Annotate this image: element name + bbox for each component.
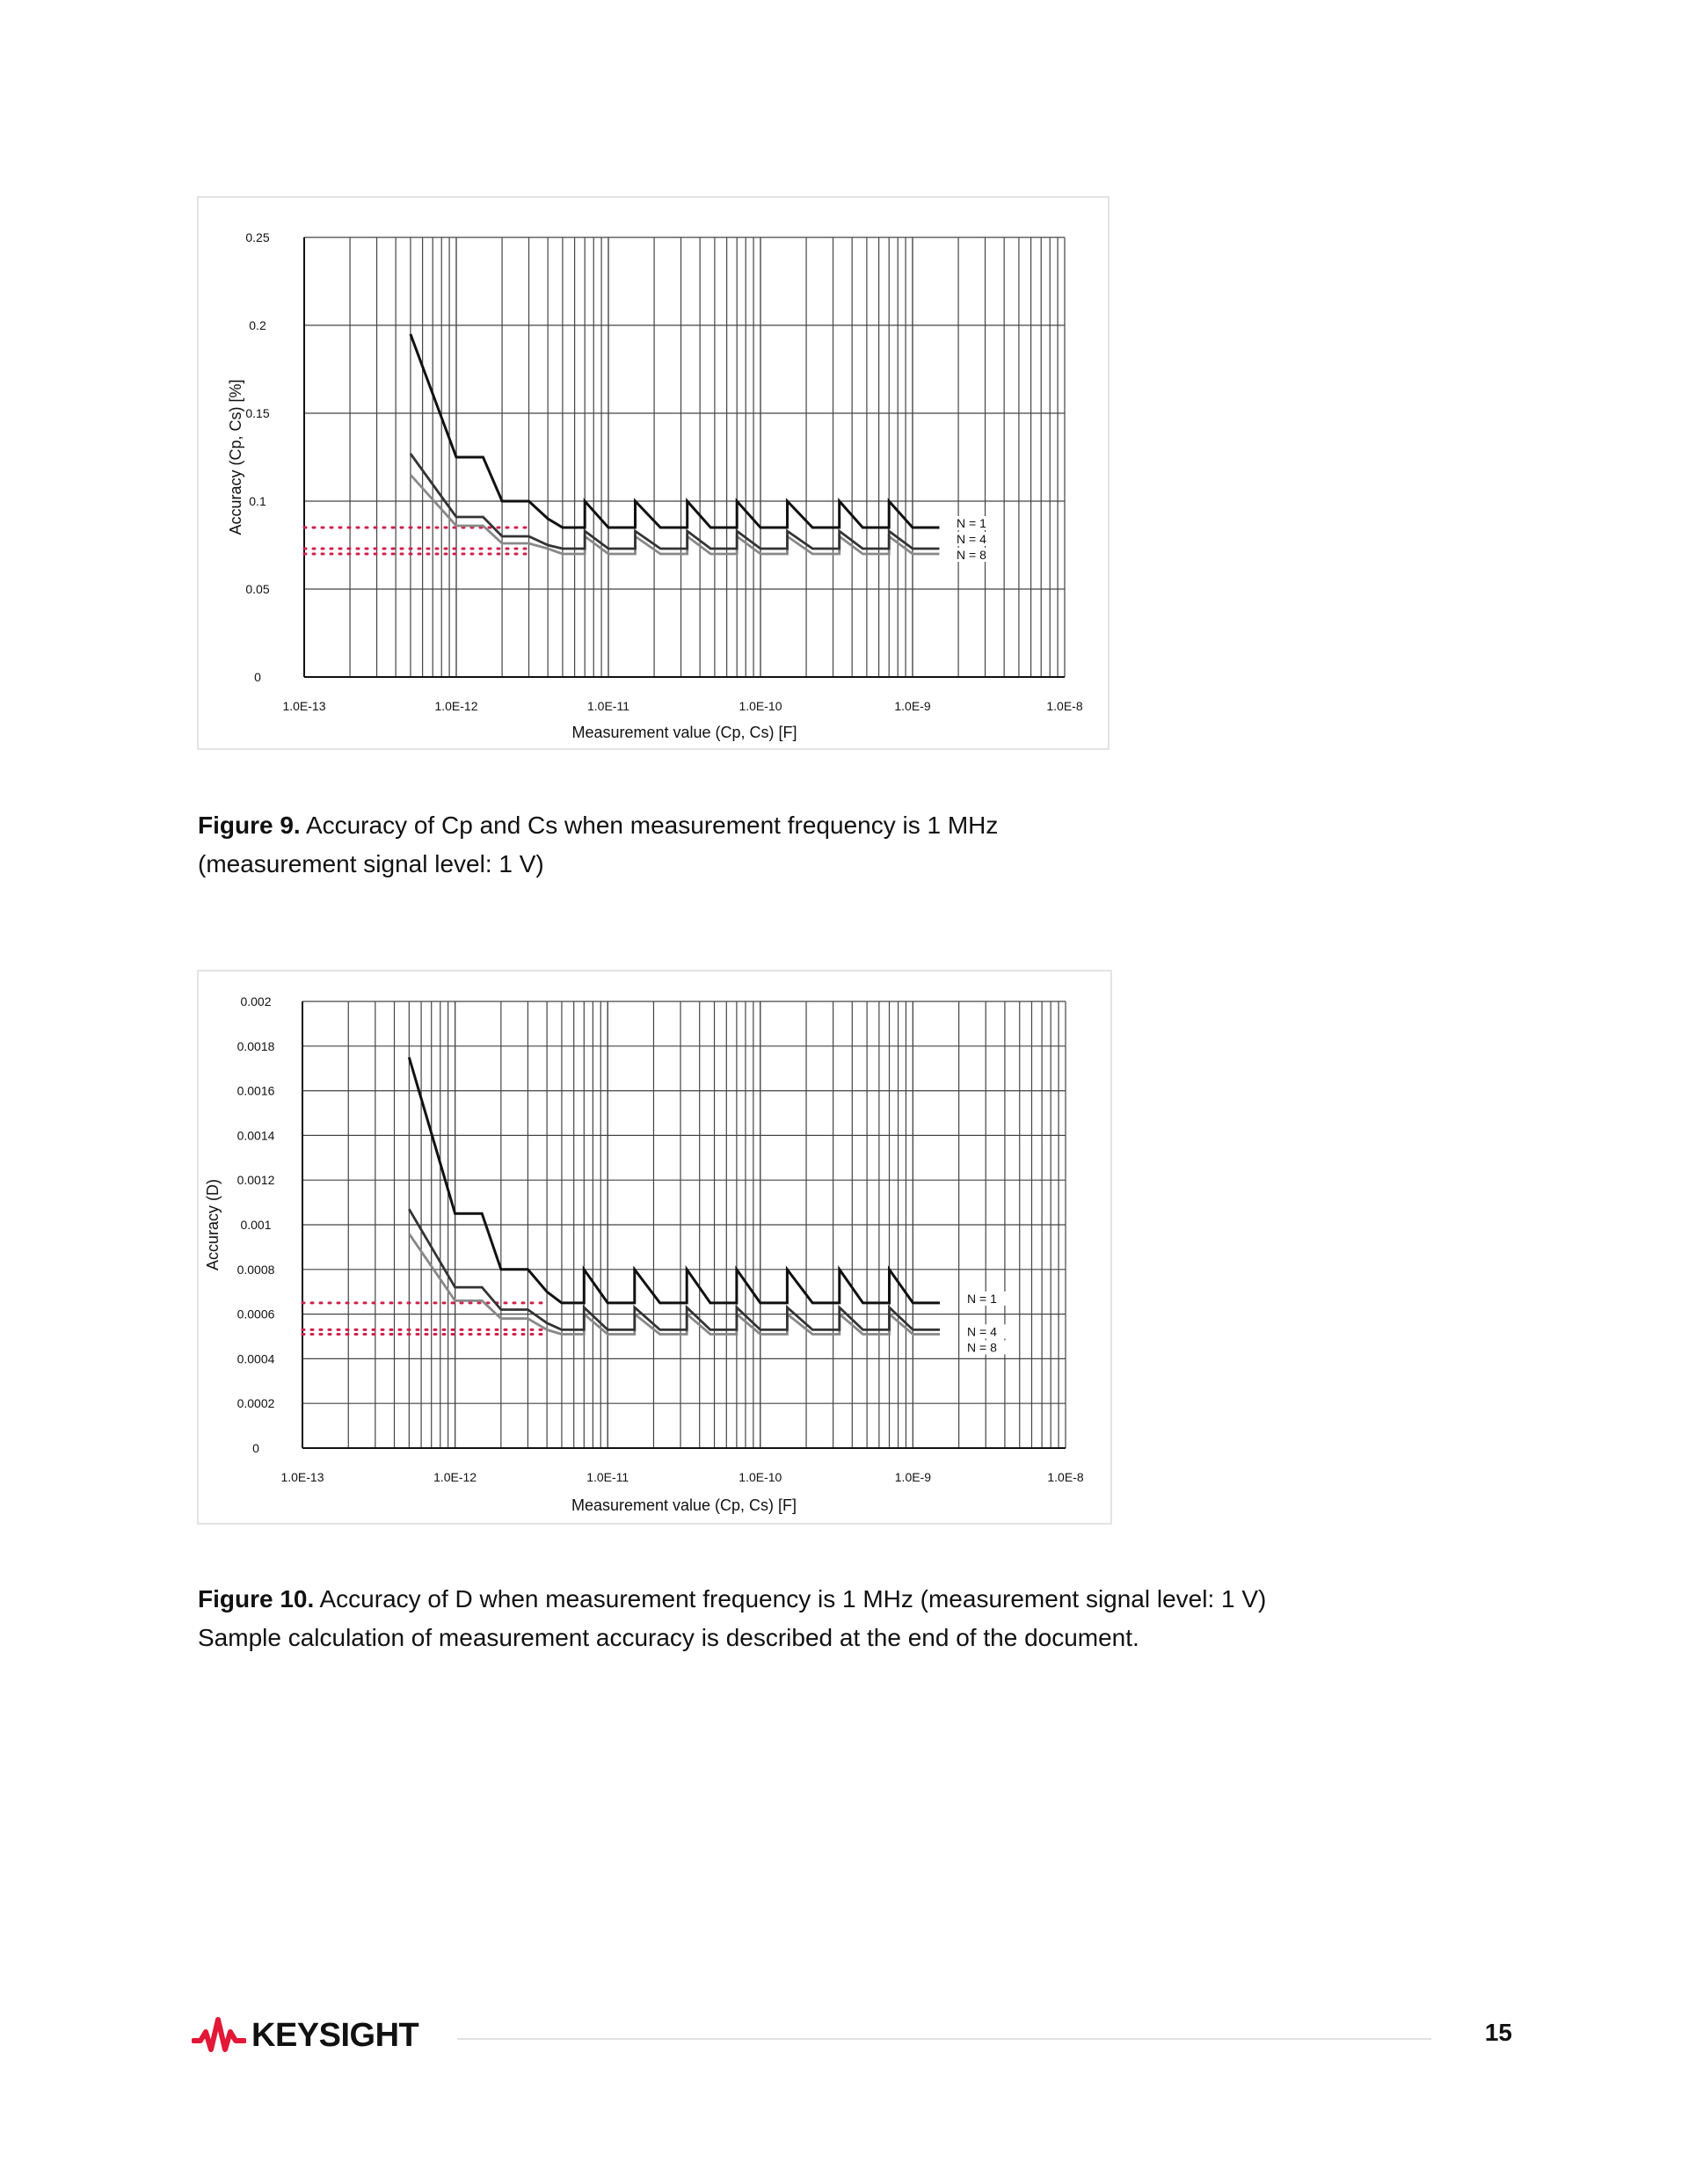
legend-label: N = 1	[967, 1291, 997, 1306]
y-tick-label: 0.0018	[236, 1038, 275, 1053]
chart-svg-figure-10	[199, 972, 1114, 1526]
figure-9-caption-text: Accuracy of Cp and Cs when measurement frequency is 1 MHz	[300, 812, 999, 839]
chart-figure-9	[197, 196, 1110, 750]
figure-10-caption-text-line2: Sample calculation of measurement accuracy is described at the end of the document.	[198, 1624, 1139, 1651]
y-tick-label: 0.2	[249, 318, 266, 332]
y-tick-label: 0.0008	[236, 1262, 275, 1277]
y-tick-label: 0.0004	[236, 1351, 275, 1366]
chart-svg-figure-9	[199, 198, 1111, 752]
series-line-n8	[411, 475, 940, 554]
footer-divider	[457, 2038, 1431, 2040]
chart-figure-10	[197, 970, 1112, 1525]
y-tick-label: 0.15	[245, 406, 270, 420]
figure-10-caption-text: Accuracy of D when measurement frequency is 1 MHz (measurement signal level: 1 V)	[314, 1585, 1267, 1613]
brand-name: KEYSIGHT	[251, 2016, 419, 2054]
y-tick-label: 0	[252, 1441, 259, 1455]
y-tick-label: 0.0012	[236, 1173, 275, 1188]
series-line-n1	[411, 334, 940, 528]
figure-9-caption-text-line2: (measurement signal level: 1 V)	[198, 850, 544, 877]
y-tick-label: 0.0016	[236, 1083, 275, 1098]
y-tick-label: 0.0006	[236, 1307, 275, 1321]
y-tick-label: 0.05	[245, 582, 270, 596]
figure-9-caption	[198, 806, 1517, 884]
y-tick-label: 0.0002	[236, 1396, 275, 1411]
keysight-logo	[192, 2014, 418, 2057]
y-tick-label: 0	[254, 670, 261, 684]
x-tick-label: 1.0E-12	[433, 1470, 477, 1484]
y-tick-label: 0.25	[245, 230, 270, 244]
x-axis-label: Measurement value (Cp, Cs) [F]	[571, 724, 797, 741]
legend-label: N = 8	[967, 1340, 997, 1355]
x-tick-label: 1.0E-11	[586, 1470, 629, 1484]
figure-9-label: Figure 9.	[198, 812, 301, 839]
x-tick-label: 1.0E-10	[738, 1470, 782, 1484]
x-tick-label: 1.0E-13	[282, 699, 326, 713]
y-axis-label: Accuracy (D)	[204, 1178, 222, 1271]
legend-label: N = 8	[957, 548, 986, 562]
figure-10-caption	[198, 1580, 1517, 1657]
x-tick-label: 1.0E-11	[587, 699, 629, 713]
keysight-wave-icon	[192, 2014, 246, 2057]
y-tick-label: 0.001	[240, 1218, 272, 1232]
figure-10-label: Figure 10.	[198, 1585, 315, 1613]
x-tick-label: 1.0E-9	[894, 1470, 932, 1484]
series-line-n8	[409, 1234, 940, 1334]
x-tick-label: 1.0E-9	[894, 699, 931, 713]
x-tick-label: 1.0E-8	[1046, 699, 1083, 713]
dotted-reference-lines	[304, 528, 529, 554]
y-axis-label: Accuracy (Cp, Cs) [%]	[227, 379, 244, 535]
legend-label: N = 1	[957, 516, 986, 530]
page-number: 15	[1484, 2019, 1512, 2046]
x-axis-label: Measurement value (Cp, Cs) [F]	[571, 1496, 797, 1514]
x-tick-label: 1.0E-8	[1047, 1470, 1084, 1484]
x-tick-label: 1.0E-10	[738, 699, 782, 713]
y-tick-label: 0.1	[249, 494, 266, 508]
legend-label: N = 4	[957, 532, 986, 546]
legend-label: N = 4	[967, 1324, 997, 1339]
grid	[304, 237, 1065, 677]
y-tick-label: 0.0014	[236, 1128, 275, 1143]
x-tick-label: 1.0E-12	[434, 699, 478, 713]
x-tick-label: 1.0E-13	[280, 1470, 324, 1484]
y-tick-label: 0.002	[240, 994, 272, 1008]
